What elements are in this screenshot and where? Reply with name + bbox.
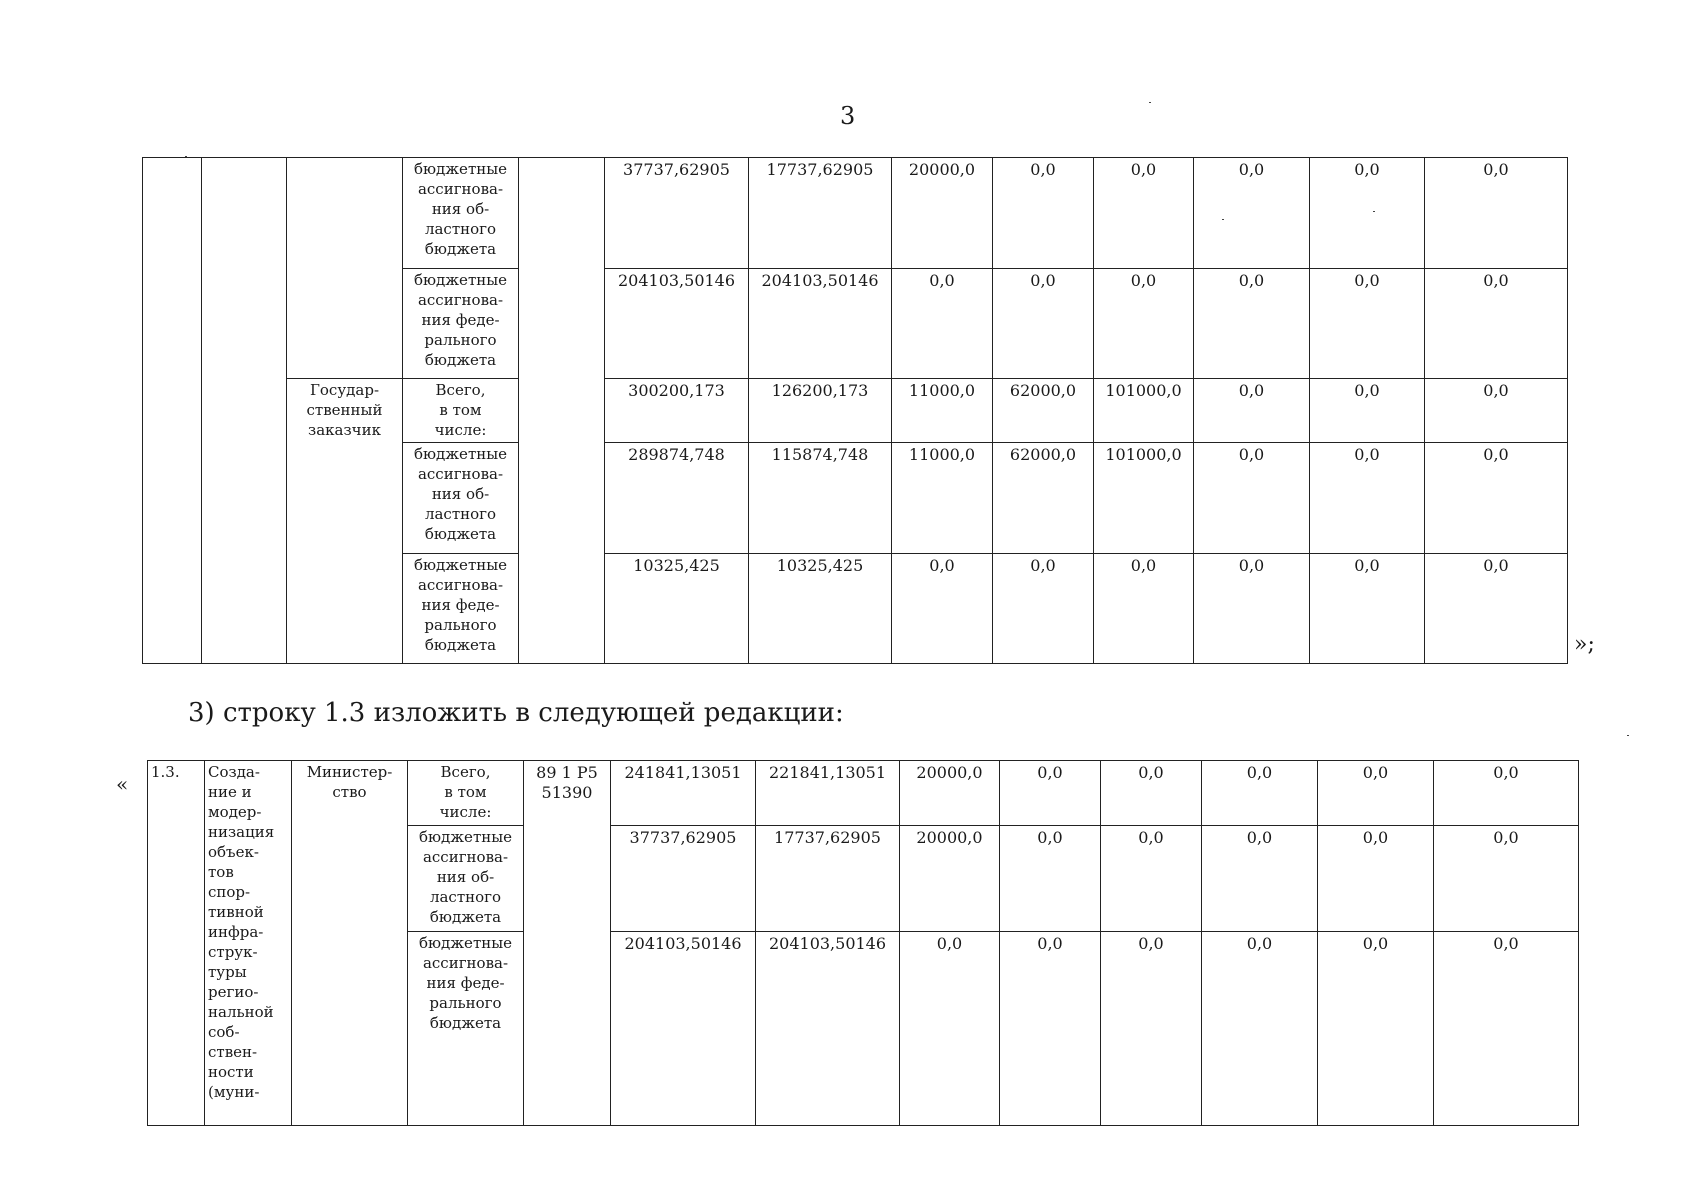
page-number: 3 — [840, 102, 856, 130]
value-cell: 0,0 — [1310, 554, 1425, 664]
empty-cell — [202, 158, 287, 664]
value-cell: 0,0 — [1094, 554, 1194, 664]
value-cell: 10325,425 — [749, 554, 892, 664]
funding-total: Всего, в том числе: — [403, 379, 519, 443]
value-cell: 0,0 — [1318, 761, 1434, 826]
value-cell: 0,0 — [892, 269, 993, 379]
value-cell: 0,0 — [1310, 269, 1425, 379]
value-cell: 0,0 — [1310, 158, 1425, 269]
value-cell: 0,0 — [1310, 379, 1425, 443]
value-cell: 20000,0 — [892, 158, 993, 269]
value-cell: 0,0 — [1094, 269, 1194, 379]
funding-source: бюджетные ассигнова- ния феде- рального бюджета — [403, 269, 519, 379]
funding-source: бюджетные ассигнова- ния об- ластного бюджета — [408, 826, 524, 932]
value-cell: 204103,50146 — [611, 932, 756, 1126]
value-cell: 221841,13051 — [756, 761, 900, 826]
value-cell: 0,0 — [1194, 269, 1310, 379]
responsible-executor: Министер- ство — [292, 761, 408, 1126]
value-cell: 0,0 — [1434, 826, 1579, 932]
value-cell: 37737,62905 — [611, 826, 756, 932]
value-cell: 0,0 — [1425, 269, 1568, 379]
value-cell: 17737,62905 — [749, 158, 892, 269]
value-cell: 0,0 — [993, 158, 1094, 269]
value-cell: 0,0 — [1202, 826, 1318, 932]
empty-cell — [519, 158, 605, 664]
value-cell: 204103,50146 — [605, 269, 749, 379]
table-row — [143, 158, 1568, 269]
value-cell: 0,0 — [1194, 158, 1310, 269]
state-customer: Государ- ственный заказчик — [287, 379, 403, 664]
value-cell: 0,0 — [1318, 932, 1434, 1126]
value-cell: 0,0 — [993, 554, 1094, 664]
value-cell: 101000,0 — [1094, 379, 1194, 443]
scan-speck — [1222, 219, 1224, 220]
value-cell: 0,0 — [1101, 761, 1202, 826]
funding-total: Всего, в том числе: — [408, 761, 524, 826]
value-cell: 0,0 — [1425, 554, 1568, 664]
continuation-table — [142, 157, 1568, 664]
value-cell: 0,0 — [1000, 826, 1101, 932]
event-name: Созда- ние и модер- низация объек- тов спор- тивной инфра- струк- туры регио- нальной соб- ствен- ности (муни- — [205, 761, 292, 1126]
value-cell: 17737,62905 — [756, 826, 900, 932]
value-cell: 101000,0 — [1094, 443, 1194, 554]
value-cell: 115874,748 — [749, 443, 892, 554]
scan-speck — [1373, 211, 1375, 212]
value-cell: 204103,50146 — [749, 269, 892, 379]
value-cell: 0,0 — [993, 269, 1094, 379]
opening-quote-mark: « — [116, 772, 129, 796]
scan-speck — [1149, 102, 1151, 103]
funding-source: бюджетные ассигнова- ния об- ластного бюджета — [403, 158, 519, 269]
closing-quote-mark: »; — [1574, 632, 1595, 657]
value-cell: 0,0 — [1310, 443, 1425, 554]
instruction-text: 3) строку 1.3 изложить в следующей редакции: — [188, 698, 844, 728]
value-cell: 0,0 — [1318, 826, 1434, 932]
row-number: 1.3. — [148, 761, 205, 1126]
value-cell: 0,0 — [1202, 932, 1318, 1126]
value-cell: 204103,50146 — [756, 932, 900, 1126]
table-row — [143, 379, 1568, 443]
value-cell: 10325,425 — [605, 554, 749, 664]
value-cell: 0,0 — [1434, 932, 1579, 1126]
empty-cell — [143, 158, 202, 664]
value-cell: 0,0 — [892, 554, 993, 664]
budget-code: 89 1 Р5 51390 — [524, 761, 611, 1126]
value-cell: 11000,0 — [892, 443, 993, 554]
value-cell: 0,0 — [1101, 932, 1202, 1126]
value-cell: 126200,173 — [749, 379, 892, 443]
value-cell: 300200,173 — [605, 379, 749, 443]
value-cell: 0,0 — [1194, 379, 1310, 443]
value-cell: 0,0 — [1425, 379, 1568, 443]
value-cell: 37737,62905 — [605, 158, 749, 269]
value-cell: 0,0 — [1425, 443, 1568, 554]
scan-speck — [1627, 735, 1629, 736]
value-cell: 0,0 — [1101, 826, 1202, 932]
value-cell: 0,0 — [1434, 761, 1579, 826]
funding-source: бюджетные ассигнова- ния феде- рального бюджета — [408, 932, 524, 1126]
value-cell: 11000,0 — [892, 379, 993, 443]
value-cell: 241841,13051 — [611, 761, 756, 826]
value-cell: 20000,0 — [900, 761, 1000, 826]
value-cell: 0,0 — [1425, 158, 1568, 269]
value-cell: 0,0 — [1094, 158, 1194, 269]
scan-speck — [185, 156, 187, 157]
value-cell: 0,0 — [1202, 761, 1318, 826]
value-cell: 0,0 — [1194, 443, 1310, 554]
value-cell: 0,0 — [1000, 761, 1101, 826]
value-cell: 0,0 — [1000, 932, 1101, 1126]
value-cell: 289874,748 — [605, 443, 749, 554]
value-cell: 0,0 — [900, 932, 1000, 1126]
value-cell: 62000,0 — [993, 379, 1094, 443]
value-cell: 62000,0 — [993, 443, 1094, 554]
table-row — [148, 761, 1579, 826]
funding-source: бюджетные ассигнова- ния об- ластного бюджета — [403, 443, 519, 554]
value-cell: 20000,0 — [900, 826, 1000, 932]
funding-source: бюджетные ассигнова- ния феде- рального бюджета — [403, 554, 519, 664]
value-cell: 0,0 — [1194, 554, 1310, 664]
empty-cell — [287, 158, 403, 379]
row-1-3-table — [147, 760, 1579, 1126]
